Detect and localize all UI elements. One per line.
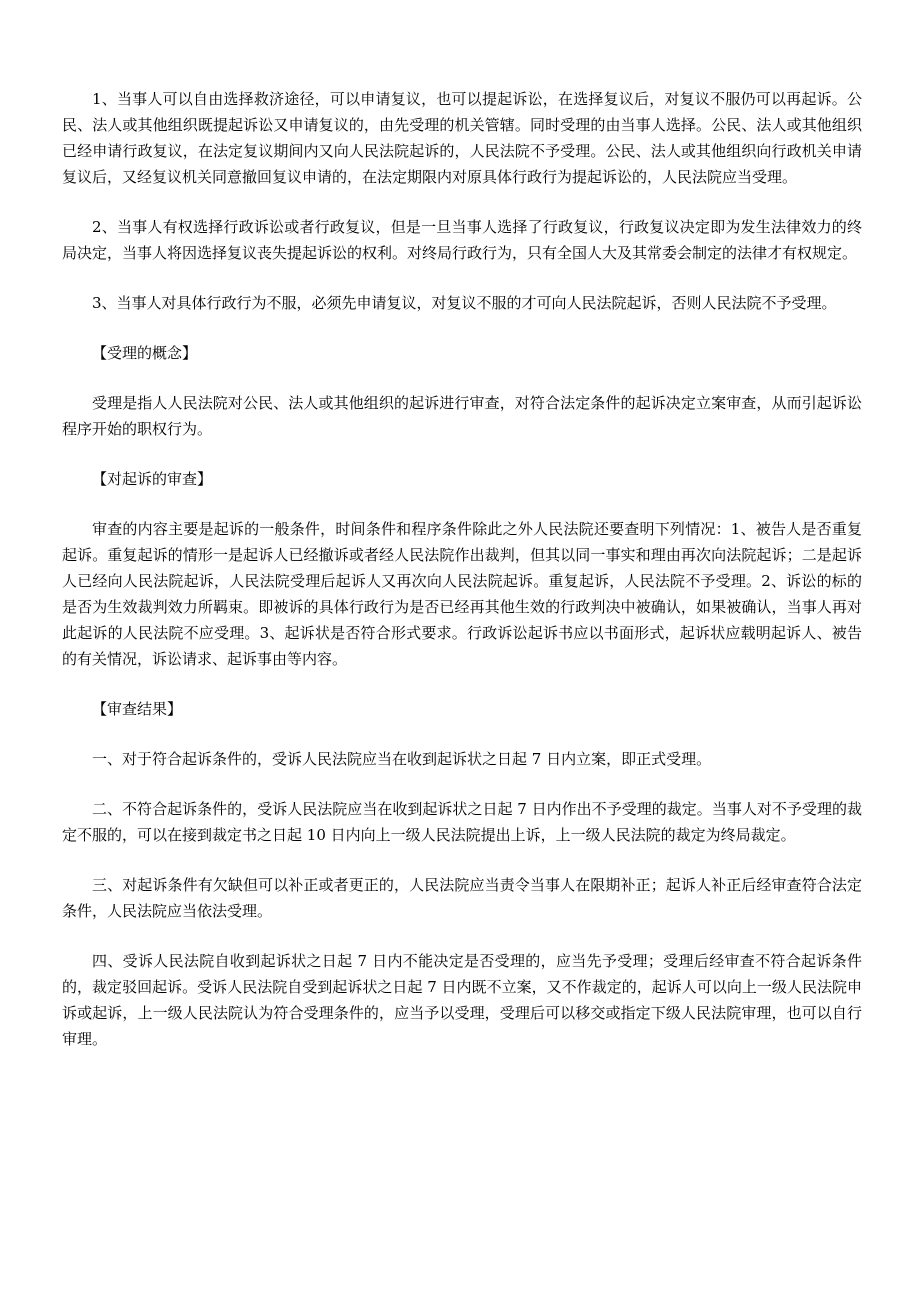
paragraph-acceptance-definition: 受理是指人人民法院对公民、法人或其他组织的起诉进行审查，对符合法定条件的起诉决定立案审查，从而引起诉讼程序开始的职权行为。 bbox=[62, 394, 862, 438]
heading-acceptance-concept: 【受理的概念】 bbox=[92, 344, 198, 362]
paragraph-result-four: 四、受诉人民法院自收到起诉状之日起 7 日内不能决定是否受理的，应当先予受理；受理后经审查不符合起诉条件的，裁定驳回起诉。受诉人民法院自受到起诉状之日起 7 日内既不立案，又不作裁定的，起诉人可以向上一级人民法院申诉或起诉，上一级人民法院认为符合受理条件的，应当予以受理，受理后可以移交或指定下级人民法院审理，也可以自行审理。 bbox=[62, 952, 862, 1048]
document-body bbox=[62, 86, 862, 1076]
heading-complaint-review: 【对起诉的审查】 bbox=[92, 470, 213, 488]
heading-review-results: 【审查结果】 bbox=[92, 700, 183, 718]
paragraph-review-finality: 2、当事人有权选择行政诉讼或者行政复议，但是一旦当事人选择了行政复议，行政复议决定即为发生法律效力的终局决定，当事人将因选择复议丧失提起诉讼的权利。对终局行政行为，只有全国人大及其常委会制定的法律才有权规定。 bbox=[62, 218, 862, 262]
paragraph-result-one: 一、对于符合起诉条件的，受诉人民法院应当在收到起诉状之日起 7 日内立案，即正式受理。 bbox=[92, 750, 712, 768]
paragraph-review-content: 审查的内容主要是起诉的一般条件，时间条件和程序条件除此之外人民法院还要查明下列情况：1、被告人是否重复起诉。重复起诉的情形一是起诉人已经撤诉或者经人民法院作出裁判，但其以同一事实和理由再次向法院起诉；二是起诉人已经向人民法院起诉，人民法院受理后起诉人又再次向人民法院起诉。重复起诉，人民法院不予受理。2、诉讼的标的是否为生效裁判效力所羁束。即被诉的具体行政行为是否已经再其他生效的行政判决中被确认，如果被确认，当事人再对此起诉的人民法院不应受理。3、起诉状是否符合形式要求。行政诉讼起诉书应以书面形式，起诉状应载明起诉人、被告的有关情况，诉讼请求、起诉事由等内容。 bbox=[62, 520, 862, 668]
paragraph-result-three: 三、对起诉条件有欠缺但可以补正或者更正的，人民法院应当责令当事人在限期补正；起诉人补正后经审查符合法定条件，人民法院应当依法受理。 bbox=[62, 876, 862, 920]
paragraph-remedy-choice: 1、当事人可以自由选择救济途径，可以申请复议，也可以提起诉讼，在选择复议后，对复议不服仍可以再起诉。公民、法人或其他组织既提起诉讼又申请复议的，由先受理的机关管辖。同时受理的由当事人选择。公民、法人或其他组织已经申请行政复议，在法定复议期间内又向人民法院起诉的，人民法院不予受理。公民、法人或其他组织向行政机关申请复议后，又经复议机关同意撤回复议申请的，在法定期限内对原具体行政行为提起诉讼的，人民法院应当受理。 bbox=[62, 90, 862, 186]
paragraph-result-two: 二、不符合起诉条件的，受诉人民法院应当在收到起诉状之日起 7 日内作出不予受理的裁定。当事人对不予受理的裁定不服的，可以在接到裁定书之日起 10 日内向上一级人民法院提出上诉，上一级人民法院的裁定为终局裁定。 bbox=[62, 800, 862, 844]
paragraph-review-first: 3、当事人对具体行政行为不服，必须先申请复议，对复议不服的才可向人民法院起诉，否则人民法院不予受理。 bbox=[92, 294, 837, 312]
